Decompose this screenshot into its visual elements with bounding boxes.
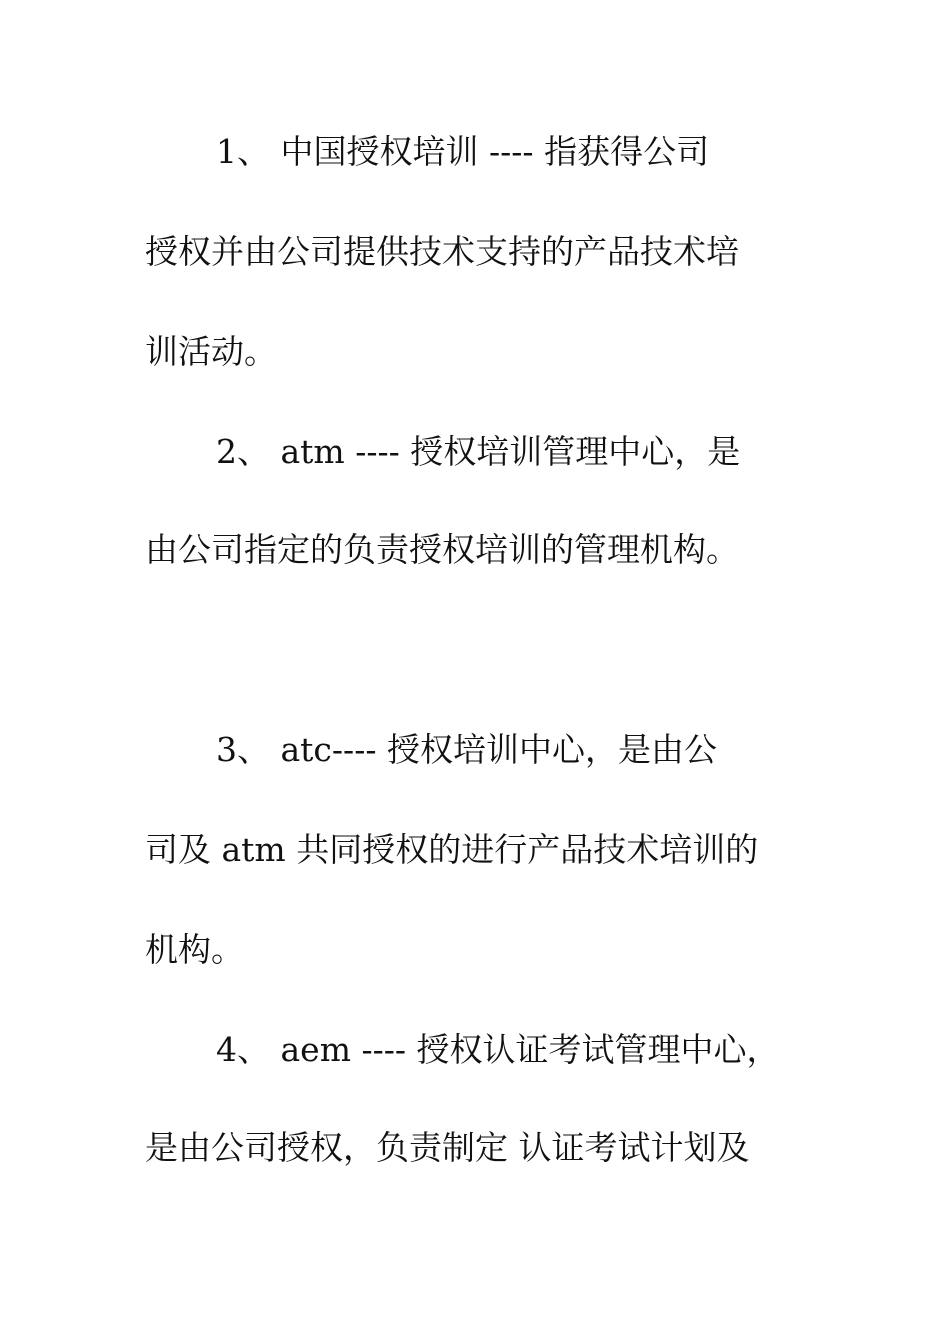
paragraph-3-line-3: 机构。 — [145, 930, 244, 969]
paragraph-4-line-1: 4、 aem ---- 授权认证考试管理中心， — [216, 1030, 780, 1069]
paragraph-2-line-1: 2、 atm ---- 授权培训管理中心，是 — [216, 432, 741, 471]
paragraph-2-line-2: 由公司指定的负责授权培训的管理机构。 — [145, 530, 739, 569]
paragraph-1-line-2: 授权并由公司提供技术支持的产品技术培 — [145, 232, 739, 271]
paragraph-4-line-2: 是由公司授权，负责制定 认证考试计划及 — [145, 1128, 750, 1167]
paragraph-3-line-2: 司及 atm 共同授权的进行产品技术培训的 — [145, 830, 759, 869]
paragraph-3-line-1: 3、 atc---- 授权培训中心，是由公 — [216, 730, 717, 769]
paragraph-1-line-1: 1、 中国授权培训 ---- 指获得公司 — [216, 132, 710, 171]
paragraph-1-line-3: 训活动。 — [145, 332, 277, 371]
